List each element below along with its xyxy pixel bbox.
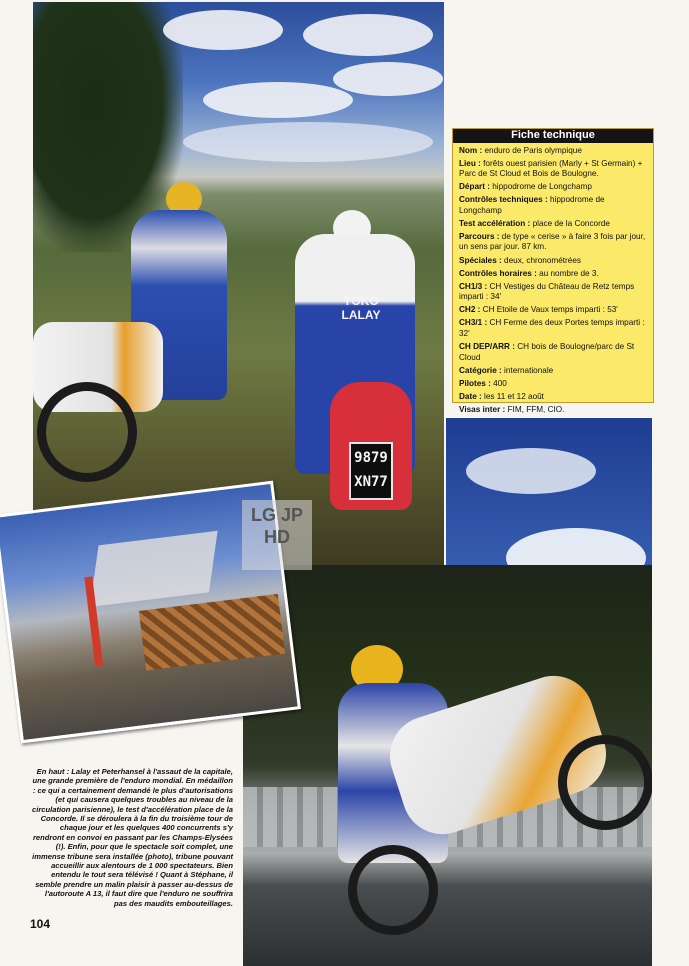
fiche-row (459, 305, 648, 316)
fiche-value: CH bois de Boulogne/parc de St Cloud (459, 342, 635, 362)
fiche-row (459, 379, 648, 390)
fiche-row (459, 256, 648, 267)
fiche-value: CH Etoile de Vaux temps imparti : 53' (480, 305, 618, 315)
fiche-value: les 11 et 12 août (481, 391, 544, 401)
fiche-label: Catégorie : (459, 365, 502, 375)
fiche-value: internationale (501, 365, 554, 375)
fiche-value: CH Ferme des deux Portes temps imparti : 32' (459, 318, 645, 338)
fiche-list (453, 143, 653, 416)
fiche-value: hippodrome de Longchamp (459, 195, 605, 215)
fiche-label: Lieu : (459, 158, 481, 168)
wheel (558, 735, 652, 830)
fiche-title: Fiche technique (453, 129, 653, 143)
fiche-label: Visas inter : (459, 404, 506, 414)
fiche-row (459, 195, 648, 216)
fiche-label: CH2 : (459, 305, 481, 315)
fiche-value: de type « cerise » à faire 3 fois par jour, un sens par jour. 87 km. (459, 231, 646, 252)
fiche-value: CH Vestiges du Château de Retz temps imparti : 34' (459, 281, 635, 302)
plate-line-1: 9879 (354, 450, 388, 466)
fiche-label: Date : (459, 391, 482, 401)
fiche-row (459, 405, 648, 416)
cloud (163, 10, 283, 50)
cloud (183, 122, 433, 162)
cloud (466, 448, 596, 494)
fiche-label: CH1/3 : (459, 281, 488, 291)
fiche-value: place de la Concorde (530, 218, 610, 228)
fiche-row (459, 146, 648, 157)
photo-rider-wheelie (243, 565, 652, 966)
cloud (203, 82, 353, 118)
fiche-label: Départ : (459, 182, 490, 192)
fiche-row (459, 282, 648, 303)
fiche-label: Parcours : (459, 231, 500, 241)
scaffolding (139, 594, 285, 671)
fiche-value: hippodrome de Longchamp (489, 182, 592, 192)
fiche-row (459, 182, 648, 193)
fiche-row (459, 392, 648, 403)
cloud (303, 14, 433, 56)
fiche-row (459, 159, 648, 180)
fiche-value: 400 (490, 378, 507, 388)
fiche-label: Spéciales : (459, 255, 502, 265)
fiche-value: FIM, FFM, CIO. (505, 404, 565, 414)
fiche-technique-box (452, 128, 654, 414)
photo-riders-paris (33, 2, 444, 567)
fiche-row (459, 342, 648, 363)
tribune-structure (90, 531, 218, 607)
fiche-value: forêts ouest parisien (Marly + St Germain) + Parc de St Cloud et Bois de Boulogne. (459, 158, 643, 179)
fiche-label: Nom : (459, 145, 483, 155)
watermark-logo: LG JP HD (242, 500, 312, 570)
wheel (348, 845, 438, 935)
fiche-value: au nombre de 3. (536, 268, 599, 278)
fiche-row (459, 269, 648, 280)
fiche-label: Test accélération : (459, 218, 531, 228)
photo-caption: En haut : Lalay et Peterhansel à l'assaut de la capitale, une grande première de l'enduro mondial. En médaillon : ce qui a certainement demandé le plus d'autorisations (et qui causera quelques troubles au niveau de la circulation parisienne), le test d'accélération place de la Concorde. Il se déroulera à la fin du troisième tour de chaque jour et les quelques 400 concurrents s'y rendront en convoi en passant par les Champs-Elysées (!). Enfin, pour que le spectacle soit complet, une immense tribune sera installée (photo), tribune pouvant accueillir aux alentours de 1 000 spectateurs. Bien entendu le tout sera télévisé ! Quant à Stéphane, il semble prendre un malin plaisir à passer au-dessus de l'autoroute A 13, il faut dire que l'enduro ne souffrira pas des maudits embouteillages. (31, 767, 233, 908)
fiche-row (459, 318, 648, 339)
cloud (333, 62, 443, 96)
page-number: 104 (30, 917, 51, 931)
fiche-row (459, 232, 648, 253)
fiche-value: enduro de Paris olympique (482, 145, 582, 155)
fiche-label: CH3/1 : (459, 318, 488, 328)
wheel (37, 382, 137, 482)
fiche-value: deux, chronométrées (501, 255, 581, 265)
fiche-label: Pilotes : (459, 378, 491, 388)
fiche-label: Contrôles techniques : (459, 195, 548, 205)
license-plate (349, 442, 393, 500)
fiche-label: CH DEP/ARR : (459, 342, 515, 352)
fiche-label: Contrôles horaires : (459, 268, 537, 278)
jersey-lettering: YOKO LALAY (341, 294, 381, 322)
plate-line-2: XN77 (354, 474, 388, 490)
fiche-row (459, 219, 648, 230)
fiche-row (459, 366, 648, 377)
